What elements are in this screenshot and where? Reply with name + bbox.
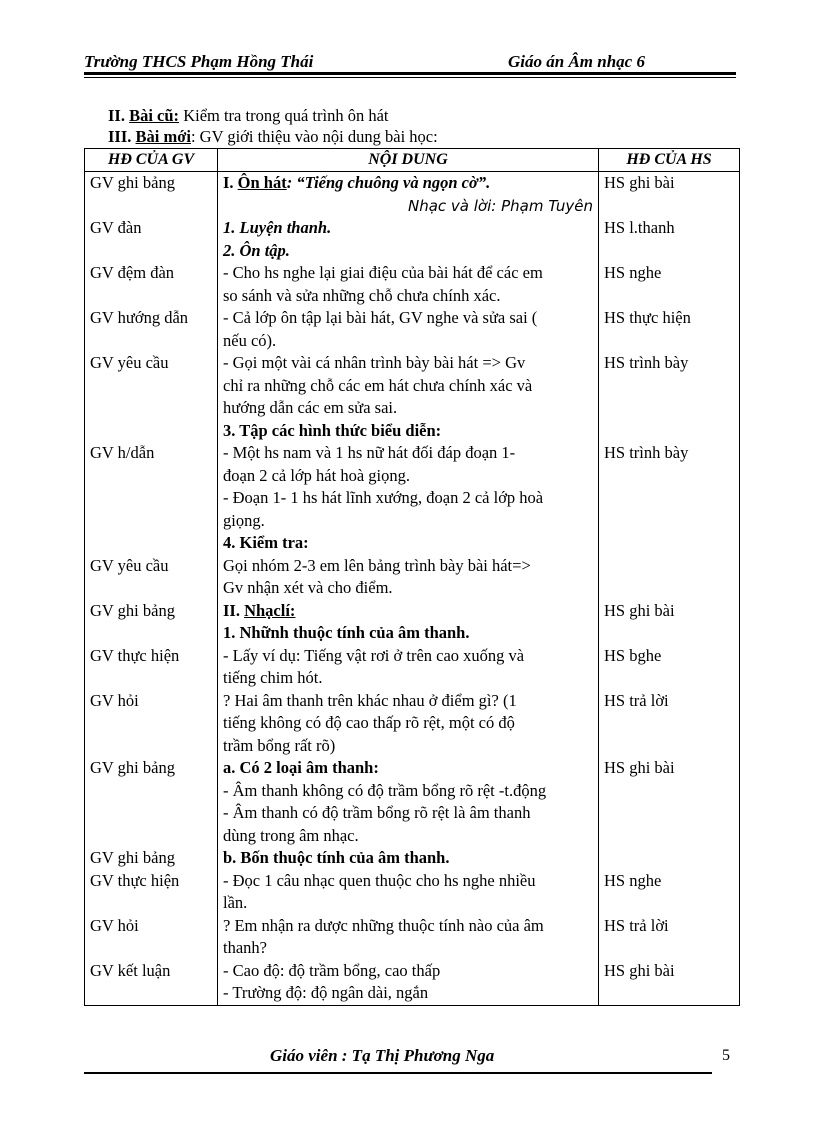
gv-item: GV ghi bảng <box>90 848 175 867</box>
intro-2-label: Bài mới <box>135 127 191 146</box>
page-number: 5 <box>722 1047 730 1064</box>
content-line: - Lấy ví dụ: Tiếng vật rơi ở trên cao xuống và <box>223 645 525 665</box>
gv-item: GV hướng dẫn <box>90 308 189 327</box>
header-hs: HĐ CỦA HS <box>599 149 740 172</box>
subsection-title: 1. Luyện thanh. <box>223 218 332 237</box>
intro-line-old-lesson <box>108 105 388 126</box>
intro-2-prefix: III. <box>108 127 136 146</box>
hs-item: HS trình bày <box>604 443 689 462</box>
content-line: - Cao độ: độ trầm bổng, cao thấp <box>223 960 441 980</box>
school-name: Trường THCS Phạm Hồng Thái <box>84 52 314 71</box>
intro-1-prefix: II. <box>108 106 130 125</box>
hs-item: HS ghi bài <box>604 600 675 620</box>
gv-item: GV ghi bảng <box>90 600 175 620</box>
column-content <box>218 172 599 1006</box>
gv-item: GV đệm đàn <box>90 263 175 282</box>
content-line: tiếng không có độ cao thấp rõ rệt, một có độ <box>223 713 515 732</box>
gv-item: GV ghi bảng <box>90 758 175 777</box>
content-line: - Trường độ: độ ngân dài, ngắn <box>223 983 429 1002</box>
content-line: so sánh và sửa những chỗ chưa chính xác. <box>223 285 501 305</box>
content-line: tiếng chim hót. <box>223 668 323 687</box>
content-line: - Đoạn 1- 1 hs hát lĩnh xướng, đoạn 2 cả lớp hoà <box>223 488 544 507</box>
content-line: - Cho hs nghe lại giai điệu của bài hát để các em <box>223 263 543 282</box>
content-line: ? Hai âm thanh trên khác nhau ở điểm gì? (1 <box>223 690 517 710</box>
content-line: - Cả lớp ôn tập lại bài hát, GV nghe và sửa sai ( <box>223 308 538 327</box>
hs-item: HS thực hiện <box>604 308 691 327</box>
hs-item: HS bghe <box>604 645 662 665</box>
intro-line-new-lesson <box>108 126 438 147</box>
content-line: đoạn 2 cả lớp hát hoà giọng. <box>223 465 410 485</box>
content-line: chỉ ra những chỗ các em hát chưa chính xác và <box>223 375 533 395</box>
content-line: - Gọi một vài cá nhân trình bày bài hát => Gv <box>223 353 526 372</box>
gv-item: GV đàn <box>90 218 142 237</box>
table-body-row <box>85 172 740 1006</box>
intro-2-text: : GV giới thiệu vào nội dung bài học: <box>190 127 438 146</box>
subsection-title: 2. Ôn tập. <box>223 240 290 260</box>
content-line: Gọi nhóm 2-3 em lên bảng trình bày bài hát=> <box>223 555 531 575</box>
hs-item: HS ghi bài <box>604 960 675 980</box>
gv-item: GV hỏi <box>90 690 139 710</box>
footer-rule <box>84 1072 712 1074</box>
header-gv: HĐ CỦA GV <box>85 149 218 172</box>
content-line: nếu có). <box>223 330 277 350</box>
gv-item: GV thực hiện <box>90 645 180 665</box>
hs-item: HS nghe <box>604 263 662 282</box>
lesson-table <box>84 148 740 1006</box>
hs-item: HS ghi bài <box>604 758 675 777</box>
header-content: NỘI DUNG <box>218 149 599 172</box>
gv-item: GV yêu cầu <box>90 353 169 372</box>
gv-item: GV hỏi <box>90 915 139 935</box>
content-line: dùng trong âm nhạc. <box>223 825 359 845</box>
subsection-title: 3. Tập các hình thức biểu diễn: <box>223 420 442 440</box>
hs-item: HS nghe <box>604 870 662 890</box>
subsection-title: 1. Nhữnh thuộc tính của âm thanh. <box>223 623 470 642</box>
subsection-title: b. Bốn thuộc tính của âm thanh. <box>223 848 450 867</box>
hs-item: HS l.thanh <box>604 218 675 237</box>
subsection-title: 4. Kiểm tra: <box>223 533 309 552</box>
content-line: - Âm thanh có độ trầm bổng rõ rệt là âm thanh <box>223 803 531 822</box>
subject-name: Giáo án Âm nhạc 6 <box>508 52 645 71</box>
content-line: giọng. <box>223 510 265 530</box>
footer-teacher: Giáo viên : Tạ Thị Phương Nga <box>270 1046 495 1065</box>
content-line: hướng dẫn các em sửa sai. <box>223 398 398 417</box>
hs-item: HS trả lời <box>604 915 669 935</box>
gv-item: GV kết luận <box>90 960 171 980</box>
content-line: - Một hs nam và 1 hs nữ hát đối đáp đoạn 1- <box>223 443 516 462</box>
gv-item: GV h/dẫn <box>90 443 155 462</box>
gv-item: GV yêu cầu <box>90 555 169 575</box>
content-line: - Đọc 1 câu nhạc quen thuộc cho hs nghe nhiều <box>223 870 536 890</box>
content-line: - Âm thanh không có độ trầm bổng rõ rệt -t.động <box>223 780 547 800</box>
hs-item: HS ghi bài <box>604 173 675 192</box>
column-hs <box>599 172 740 1006</box>
header-rule-thin <box>84 77 736 78</box>
gv-item: GV thực hiện <box>90 870 180 890</box>
section-1-author: Nhạc và lời: Phạm Tuyên <box>407 196 593 215</box>
column-gv <box>85 172 218 1006</box>
hs-item: HS trình bày <box>604 353 689 372</box>
hs-item: HS trả lời <box>604 690 669 710</box>
content-line: lần. <box>223 893 248 912</box>
section-2-title: II. Nhạclí: <box>223 600 296 620</box>
gv-item: GV ghi bảng <box>90 173 175 192</box>
content-line: Gv nhận xét và cho điểm. <box>223 578 393 597</box>
content-line: ? Em nhận ra dược những thuộc tính nào của âm <box>223 915 544 935</box>
intro-1-text: Kiểm tra trong quá trình ôn hát <box>179 106 389 125</box>
content-line: thanh? <box>223 938 267 957</box>
table-header-row <box>85 149 740 172</box>
intro-1-label: Bài cũ: <box>129 106 180 125</box>
content-line: trầm bổng rất rõ) <box>223 735 336 755</box>
subsection-title: a. Có 2 loại âm thanh: <box>223 758 379 777</box>
header-rule <box>84 72 736 75</box>
section-1-title: I. Ôn hát: “Tiếng chuông và ngọn cờ”. <box>223 173 491 192</box>
